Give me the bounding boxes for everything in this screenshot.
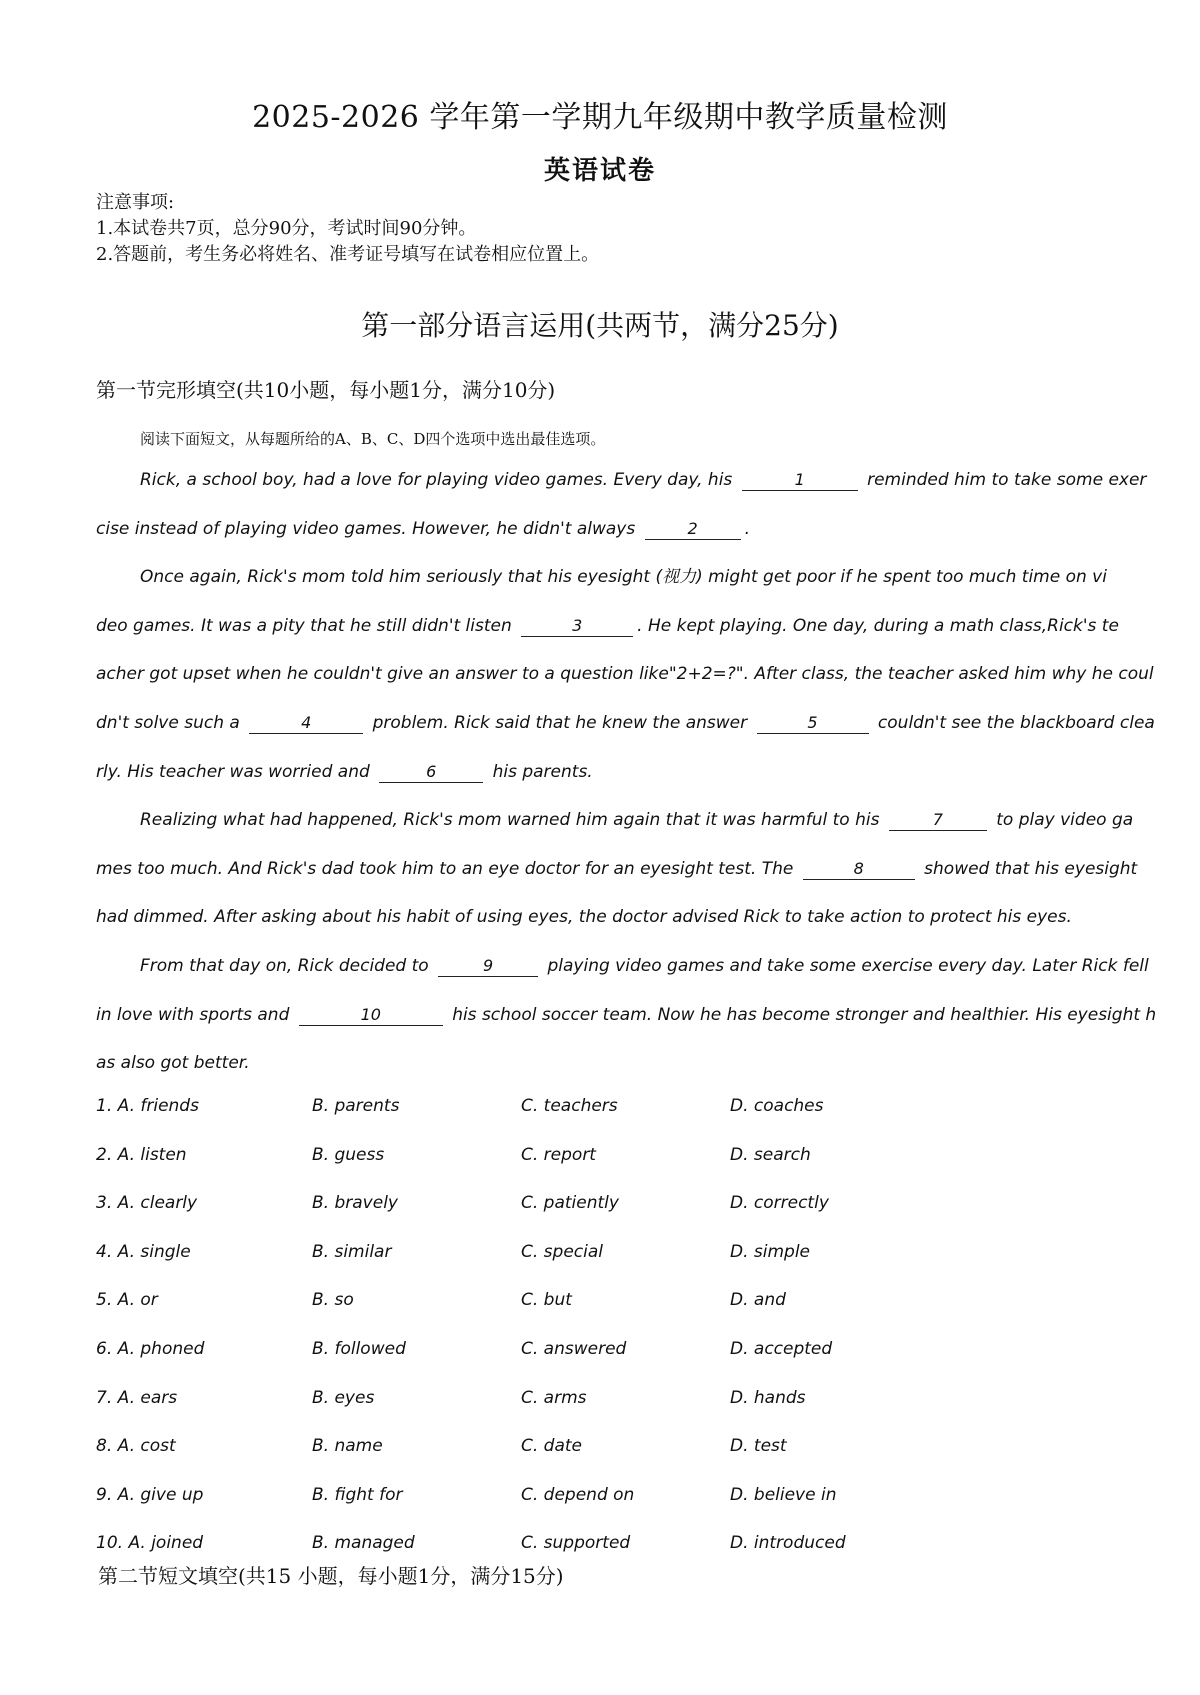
- section-two-heading: 第二节短文填空(共15 小题，每小题1分，满分15分): [98, 1564, 564, 1588]
- option-b: B. name: [312, 1436, 383, 1457]
- option-d: D. correctly: [730, 1193, 829, 1214]
- option-d: D. search: [730, 1144, 811, 1165]
- passage-line: [96, 553, 1114, 602]
- cloze-passage: [96, 456, 1157, 1088]
- option-b: B. similar: [312, 1241, 392, 1262]
- exam-title: 2025-2026 学年第一学期九年级期中教学质量检测: [252, 100, 948, 135]
- passage-text: his school soccer team. Now he has become stronger and healthier. His eyesight h: [452, 1004, 1157, 1025]
- option-d: D. accepted: [730, 1338, 833, 1359]
- option-d: D. introduced: [730, 1533, 846, 1554]
- option-a: 6. A. phoned: [96, 1338, 205, 1359]
- question-row: [96, 1485, 1096, 1534]
- passage-line: [96, 991, 1157, 1040]
- passage-line: [96, 505, 1114, 554]
- passage-text: playing video games and take some exercise every day. Later Rick fell: [547, 955, 1149, 976]
- passage-text: Realizing what had happened, Rick's mom warned him again that it was harmful to his: [140, 810, 880, 831]
- question-row: [96, 1339, 1096, 1388]
- passage-text: in love with sports and: [96, 1004, 290, 1025]
- question-row: [96, 1096, 1096, 1145]
- question-row: [96, 1290, 1096, 1339]
- option-c: C. date: [521, 1436, 583, 1457]
- passage-line: [96, 845, 1138, 894]
- notes-item: 1.本试卷共7页，总分90分，考试时间90分钟。: [96, 218, 477, 239]
- option-a: 3. A. clearly: [96, 1193, 198, 1214]
- passage-line: [96, 893, 1114, 942]
- passage-text: his parents.: [492, 761, 593, 782]
- passage-text: dn't solve such a: [96, 712, 240, 733]
- option-a: 7. A. ears: [96, 1387, 178, 1408]
- option-a: 5. A. or: [96, 1290, 158, 1311]
- notes-item: 2.答题前，考生务必将姓名、准考证号填写在试卷相应位置上。: [96, 244, 600, 265]
- part-one-heading: 第一部分语言运用(共两节，满分25分): [361, 309, 839, 342]
- blank-5: 5: [757, 713, 869, 734]
- option-a: 9. A. give up: [96, 1484, 204, 1505]
- question-row: [96, 1145, 1096, 1194]
- passage-text: reminded him to take some exer: [867, 470, 1147, 490]
- blank-6: 6: [379, 762, 483, 783]
- option-b: B. guess: [312, 1144, 385, 1165]
- option-b: B. followed: [312, 1338, 406, 1359]
- blank-8: 8: [803, 859, 915, 880]
- passage-text: problem. Rick said that he knew the answer: [372, 712, 748, 733]
- passage-line: [96, 942, 1149, 991]
- option-b: B. eyes: [312, 1387, 375, 1408]
- passage-line: [96, 748, 1114, 797]
- option-d: D. and: [730, 1290, 786, 1311]
- option-a: 10. A. joined: [96, 1533, 204, 1554]
- option-c: C. supported: [521, 1533, 631, 1554]
- passage-text: . He kept playing. One day, during a math class,Rick's te: [637, 615, 1119, 636]
- option-c: C. teachers: [521, 1096, 618, 1116]
- passage-text: had dimmed. After asking about his habit of using eyes, the doctor advised Rick to take action to protect his eyes.: [96, 907, 1072, 928]
- option-d: D. believe in: [730, 1484, 837, 1505]
- question-row: [96, 1388, 1096, 1437]
- passage-line: [96, 699, 1155, 748]
- option-d: D. coaches: [730, 1096, 824, 1116]
- option-c: C. report: [521, 1144, 596, 1165]
- passage-text: showed that his eyesight: [924, 858, 1138, 879]
- blank-2: 2: [645, 519, 741, 540]
- question-row: [96, 1242, 1096, 1291]
- passage-line: [96, 796, 1134, 845]
- question-row: [96, 1436, 1096, 1485]
- option-b: B. bravely: [312, 1193, 398, 1214]
- notes-block: [96, 190, 599, 268]
- passage-text: couldn't see the blackboard clea: [877, 712, 1155, 733]
- question-row: [96, 1193, 1096, 1242]
- passage-line: [96, 602, 1119, 651]
- answer-options: [96, 1096, 1096, 1582]
- option-c: C. special: [521, 1241, 603, 1262]
- option-c: C. but: [521, 1290, 572, 1311]
- passage-text: to play video ga: [996, 810, 1134, 831]
- option-c: C. depend on: [521, 1484, 635, 1505]
- passage-line: [96, 1039, 1114, 1088]
- exam-subtitle: 英语试卷: [543, 156, 656, 186]
- passage-text: rly. His teacher was worried and: [96, 761, 370, 782]
- blank-1: 1: [742, 470, 858, 491]
- section-one-heading: 第一节完形填空(共10小题，每小题1分，满分10分): [96, 378, 556, 402]
- option-b: B. fight for: [312, 1484, 403, 1505]
- section-one-instruction: 阅读下面短文，从每题所给的A、B、C、D四个选项中选出最佳选项。: [140, 430, 606, 448]
- option-a: 2. A. listen: [96, 1144, 187, 1165]
- option-c: C. patiently: [521, 1193, 619, 1214]
- option-c: C. arms: [521, 1387, 587, 1408]
- option-b: B. managed: [312, 1533, 415, 1554]
- option-d: D. simple: [730, 1241, 811, 1262]
- passage-text: From that day on, Rick decided to: [140, 955, 429, 976]
- option-a: 8. A. cost: [96, 1436, 176, 1457]
- passage-text: deo games. It was a pity that he still didn't listen: [96, 615, 512, 636]
- option-d: D. hands: [730, 1387, 806, 1408]
- passage-text: .: [744, 518, 751, 539]
- passage-text: as also got better.: [96, 1053, 250, 1074]
- passage-line: [96, 456, 1147, 505]
- blank-9: 9: [438, 956, 538, 977]
- blank-7: 7: [889, 810, 987, 831]
- option-d: D. test: [730, 1436, 787, 1457]
- option-b: B. parents: [312, 1096, 400, 1116]
- passage-text: acher got upset when he couldn't give an answer to a question like"2+2=?". After class, the teacher asked him why he coul: [96, 664, 1154, 685]
- passage-line: [96, 650, 1154, 699]
- passage-text: cise instead of playing video games. However, he didn't always: [96, 518, 636, 539]
- blank-10: 10: [299, 1005, 443, 1026]
- passage-text: Once again, Rick's mom told him seriously that his eyesight (视力) might get poor if he spent too much time on vi: [140, 567, 1107, 588]
- option-b: B. so: [312, 1290, 354, 1311]
- option-a: 1. A. friends: [96, 1096, 199, 1116]
- option-a: 4. A. single: [96, 1241, 191, 1262]
- blank-3: 3: [521, 616, 633, 637]
- passage-text: Rick, a school boy, had a love for playing video games. Every day, his: [140, 470, 733, 490]
- passage-text: mes too much. And Rick's dad took him to an eye doctor for an eyesight test. The: [96, 858, 794, 879]
- notes-heading: 注意事项:: [96, 192, 175, 213]
- option-c: C. answered: [521, 1338, 627, 1359]
- blank-4: 4: [249, 713, 363, 734]
